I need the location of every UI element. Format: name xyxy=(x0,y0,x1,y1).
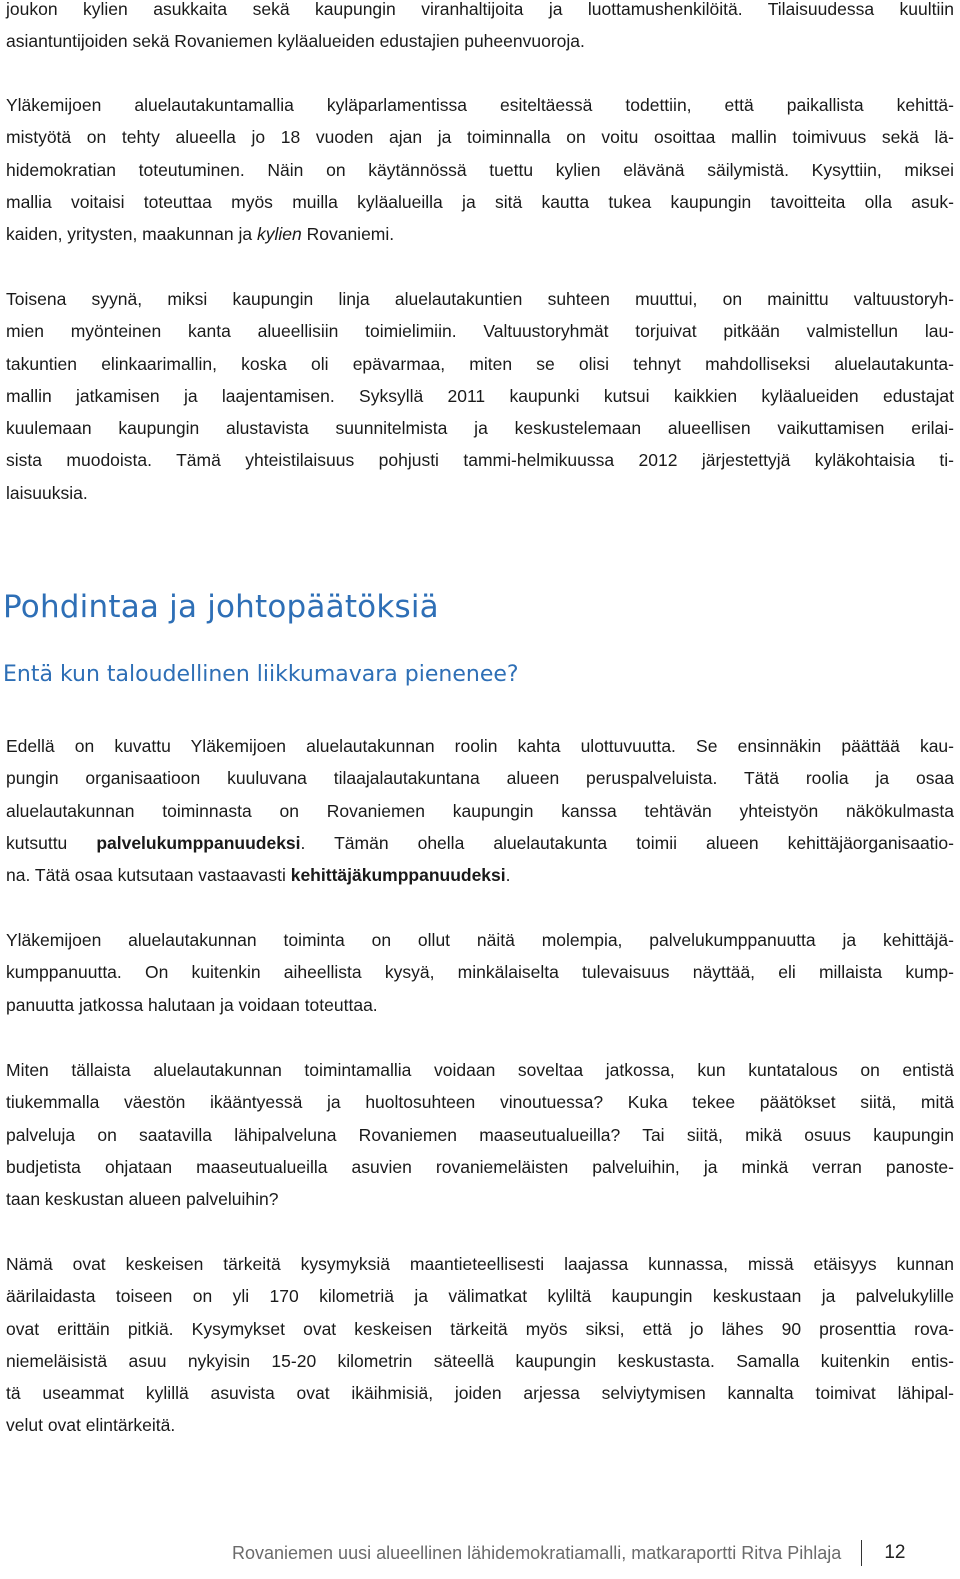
text-line: sista muodoista. Tämä yhteistilaisuus pohjusti tammi-helmikuussa 2012 järjestettyjä kyläkohtaisia ti- xyxy=(6,450,954,471)
paragraph-kysymykset xyxy=(6,1054,954,1215)
text-line: aluelautakunnan toiminnasta on Rovaniemen kaupungin kanssa tehtävän yhteistyön näkökulmasta xyxy=(6,800,954,821)
paragraph-kumppanuus xyxy=(6,730,954,891)
text-segment: kutsuttu xyxy=(6,832,97,853)
text-line: mistyötä on tehty alueella jo 18 vuoden ajan ja toiminnalla on voitu osoittaa mallin toimivuus sekä lä- xyxy=(6,127,954,148)
text-line: Miten tällaista aluelautakunnan toimintamallia voidaan soveltaa jatkossa, kun kuntatalous on entistä xyxy=(6,1060,954,1080)
text-line: joukon kylien asukkaita sekä kaupungin viranhaltijoita ja luottamushenkilöitä. Tilaisuudessa kuultiin xyxy=(6,0,954,19)
text-line: ovat erittäin pitkiä. Kysymykset ovat keskeisen tärkeitä myös siksi, että jo lähes 90 prosenttia rova- xyxy=(6,1318,954,1339)
paragraph-molempia xyxy=(6,924,954,1021)
text-line: Yläkemijoen aluelautakunnan toiminta on ollut näitä molempia, palvelukumppanuutta ja kehittäjä- xyxy=(6,930,954,950)
footer-title: Rovaniemen uusi alueellinen lähidemokratiamalli, matkaraportti Ritva Pihlaja xyxy=(232,1542,842,1563)
text-line: kumppanuutta. On kuitenkin aiheellista kysyä, minkälaiselta tulevaisuus näyttää, eli millaista kump- xyxy=(6,962,954,983)
paragraph-intro xyxy=(6,0,954,58)
page-number: 12 xyxy=(884,1542,906,1563)
text-line: velut ovat elintärkeitä. xyxy=(6,1415,176,1436)
text-line: Yläkemijoen aluelautakuntamallia kyläparlamentissa esiteltäessä todettiin, että paikallista kehittä- xyxy=(6,95,954,115)
text-line: äärilaidasta toiseen on yli 170 kilometriä ja välimatkat kyliltä kaupungin keskustaan ja palvelukylille xyxy=(6,1286,954,1307)
italic-text: kylien xyxy=(256,224,302,245)
text-line: hidemokratian toteutuminen. Näin on käytännössä tuettu kylien elävänä säilymistä. Kysyttiin, miksei xyxy=(6,159,954,180)
text-segment: . Tämän ohella aluelautakunta toimii alueen kehittäjäorganisaatio- xyxy=(300,832,954,853)
text-line xyxy=(6,859,954,891)
text-line: panuutta jatkossa halutaan ja voidaan toteuttaa. xyxy=(6,994,378,1015)
paragraph-kylaparlamentti xyxy=(6,89,954,250)
text-line: mallia voitaisi toteuttaa myös muilla kyläalueilla ja sitä kautta tukea kaupungin tavoitteita olla asuk- xyxy=(6,191,954,212)
text-line: Nämä ovat keskeisen tärkeitä kysymyksiä maantieteellisesti laajassa kunnassa, missä etäisyys kunnan xyxy=(6,1254,954,1274)
text-line: taan keskustan alueen palveluihin? xyxy=(6,1189,279,1210)
text-line: niemeläisistä asuu nykyisin 15-20 kilometrin säteellä kaupungin keskustasta. Samalla kuitenkin entis- xyxy=(6,1350,954,1371)
text-line: Edellä on kuvattu Yläkemijoen aluelautakunnan roolin kahta ulottuvuutta. Se ensinnäkin päättää kau- xyxy=(6,736,954,756)
text-line: mallin jatkamisen ja laajentamisen. Syksyllä 2011 kaupunki kutsui kaikkien kyläalueiden edustajat xyxy=(6,385,954,406)
text-line: asiantuntijoiden sekä Rovaniemen kyläalueiden edustajien puheenvuoroja. xyxy=(6,31,585,52)
text-line: Toisena syynä, miksi kaupungin linja aluelautakuntien suhteen muuttui, on mainittu valtuustoryh- xyxy=(6,289,954,309)
text-line: palveluja on saatavilla lähipalveluna Rovaniemen maaseutualueilla? Tai siitä, mikä osuus kaupungin xyxy=(6,1124,954,1145)
paragraph-toisena-syyna xyxy=(6,283,954,509)
bold-term: palvelukumppanuudeksi xyxy=(96,832,301,853)
text-line: kuulemaan kaupungin alustavista suunnitelmista ja keskustelemaan alueellisen vaikuttamisen erilai- xyxy=(6,418,954,439)
text-line xyxy=(6,218,954,250)
text-segment: . xyxy=(505,865,511,886)
text-line: laisuuksia. xyxy=(6,482,88,503)
footer-divider xyxy=(861,1540,862,1566)
text-line: tä useammat kylillä asuvista ovat ikäihmisiä, joiden arjessa selviytymisen kannalta toimivat lähipal- xyxy=(6,1383,954,1404)
text-line: budjetista ohjataan maaseutualueilla asuvien rovaniemeläisten palveluihin, ja minkä verran panoste- xyxy=(6,1156,954,1177)
section-heading: Pohdintaa ja johtopäätöksiä xyxy=(3,589,439,625)
text-line: takuntien elinkaarimallin, koska oli epävarmaa, miten se olisi tehnyt mahdolliseksi aluelautakunta- xyxy=(6,353,954,374)
text-line: tiukemmalla väestön ikääntyessä ja huoltosuhteen vinoutuessa? Kuka tekee päätökset siitä, mitä xyxy=(6,1092,954,1113)
paragraph-etaisyydet xyxy=(6,1248,954,1442)
text-line: pungin organisaatioon kuuluvana tilaajalautakuntana alueen peruspalveluista. Tätä roolia ja osaa xyxy=(6,768,954,789)
subsection-heading: Entä kun taloudellinen liikkumavara pienenee? xyxy=(3,662,519,687)
page-footer xyxy=(232,1540,905,1566)
text-segment: na. Tätä osaa kutsutaan vastaavasti xyxy=(6,865,291,886)
text-segment: kaiden, yritysten, maakunnan ja xyxy=(6,224,257,245)
text-line: mien myönteinen kanta alueellisiin toimielimiin. Valtuustoryhmät torjuivat pitkään valmistellun lau- xyxy=(6,321,954,342)
text-line xyxy=(6,827,954,859)
text-segment: Rovaniemi. xyxy=(301,224,395,245)
bold-term: kehittäjäkumppanuudeksi xyxy=(290,865,506,886)
